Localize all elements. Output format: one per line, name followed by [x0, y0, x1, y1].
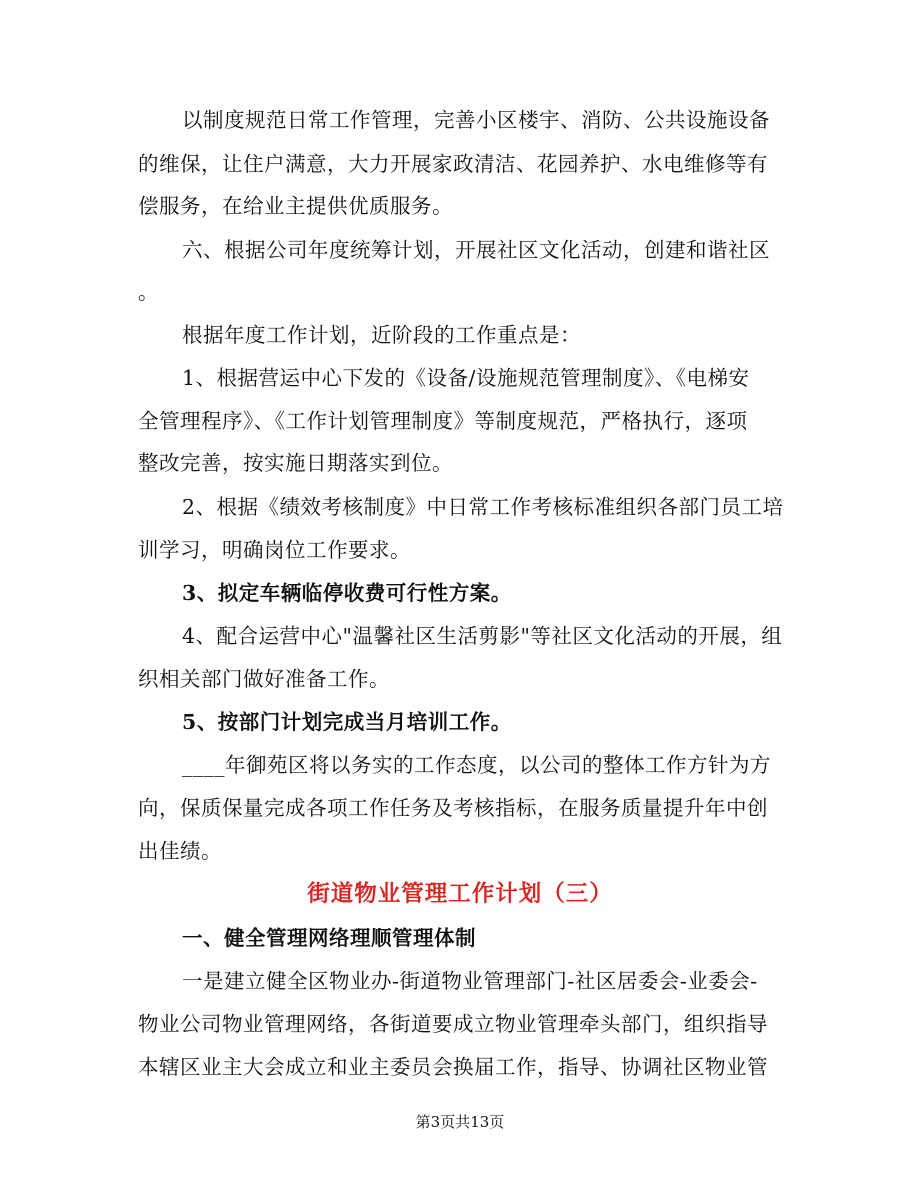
paragraph-line: 物业公司物业管理网络，各街道要成立物业管理牵头部门，组织指导: [138, 1012, 768, 1036]
paragraph-line: 整改完善，按实施日期落实到位。: [138, 451, 453, 475]
paragraph-line: 一是建立健全区物业办-街道物业管理部门-社区居委会-业委会-: [182, 969, 758, 993]
paragraph-line: ____年御苑区将以务实的工作态度，以公司的整体工作方针为方: [182, 753, 771, 777]
page-number-footer: 第3页共13页: [415, 1113, 505, 1131]
paragraph-line-bold: 3、拟定车辆临停收费可行性方案。: [182, 581, 512, 605]
paragraph-line: 1、根据营运中心下发的《设备/设施规范管理制度》、《电梯安: [182, 366, 750, 390]
paragraph-line: 2、根据《绩效考核制度》中日常工作考核标准组织各部门员工培: [182, 495, 784, 519]
section-subheading: 一、健全管理网络理顺管理体制: [182, 926, 476, 950]
paragraph-line: 偿服务，在给业主提供优质服务。: [138, 194, 453, 218]
paragraph-line: 本辖区业主大会成立和业主委员会换届工作，指导、协调社区物业管: [138, 1055, 768, 1079]
paragraph-line: 4、配合运营中心"温馨社区生活剪影"等社区文化活动的开展，组: [182, 624, 783, 648]
paragraph-line: 全管理程序》、《工作计划管理制度》等制度规范，严格执行，逐项: [138, 409, 748, 433]
section-title: 街道物业管理工作计划（三）: [307, 881, 613, 907]
paragraph-line: 以制度规范日常工作管理，完善小区楼宇、消防、公共设施设备: [182, 108, 770, 132]
paragraph-line: 的维保，让住户满意，大力开展家政清洁、花园养护、水电维修等有: [138, 152, 768, 176]
paragraph-line: 向，保质保量完成各项工作任务及考核指标，在服务质量提升年中创: [138, 796, 768, 820]
paragraph-line-bold: 5、按部门计划完成当月培训工作。: [182, 710, 512, 734]
paragraph-line: 六、根据公司年度统筹计划，开展社区文化活动，创建和谐社区: [182, 238, 770, 262]
paragraph-line: 织相关部门做好准备工作。: [138, 667, 390, 691]
paragraph-line: 。: [138, 280, 159, 304]
paragraph-line: 训学习，明确岗位工作要求。: [138, 538, 411, 562]
paragraph-line: 出佳绩。: [138, 839, 222, 863]
paragraph-line: 根据年度工作计划，近阶段的工作重点是：: [182, 323, 581, 347]
